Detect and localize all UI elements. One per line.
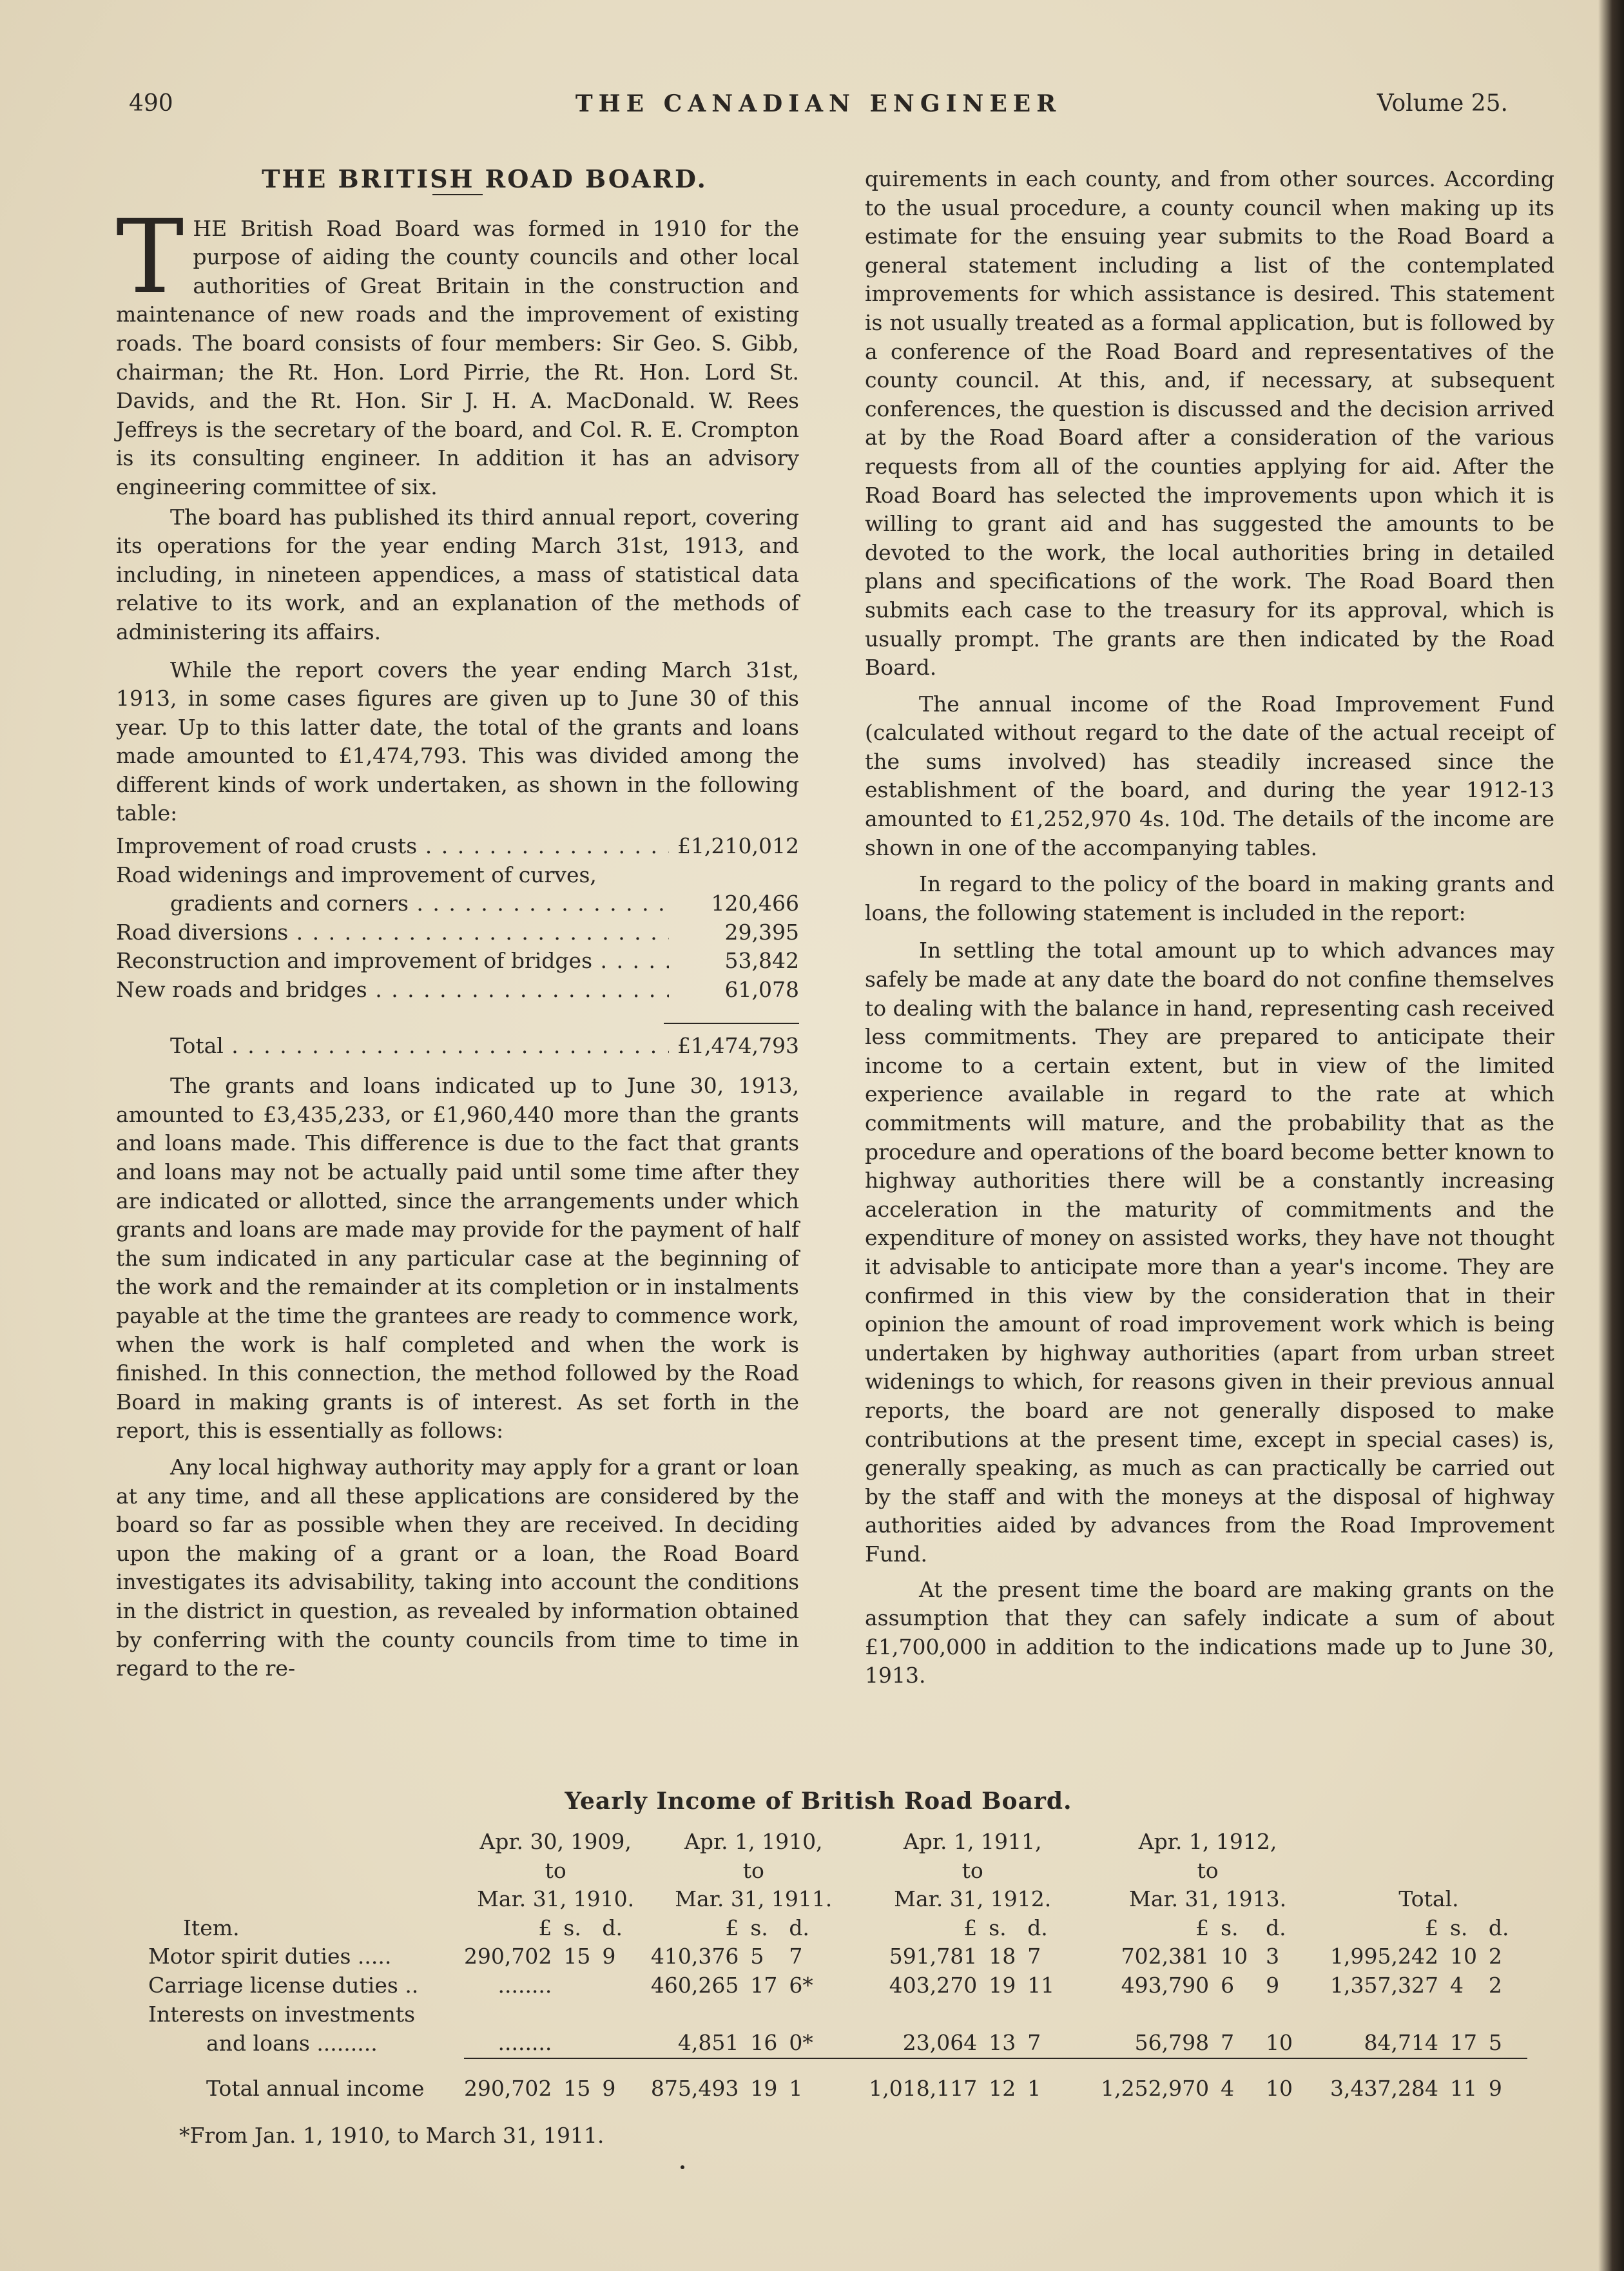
pounds-cell (1085, 2000, 1221, 2029)
shillings-cell (1450, 2000, 1489, 2029)
shillings-cell (750, 2000, 789, 2029)
pounds-cell (860, 2000, 989, 2029)
pounds-cell: 403,270 (889, 1972, 978, 1998)
item-header: Item. (183, 1915, 240, 1940)
shillings-cell: 19 (989, 1972, 1016, 1998)
income-item: Interests on investments (148, 2001, 416, 2027)
shillings-cell: 15 (563, 1944, 591, 1969)
income-item: Motor spirit duties ..... (148, 1944, 392, 1969)
pence-cell: 10 (1266, 2076, 1293, 2102)
period-end-row: Mar. 31, 1910. Mar. 31, 1911. Mar. 31, 1912. Mar. 31, 1913. Total. (477, 1886, 1459, 1912)
period-to-row: to to to to (545, 1857, 1219, 1883)
pence-cell: 5 (1489, 2029, 1527, 2058)
pounds-cell: 23,064 (860, 2029, 989, 2058)
article-title: THE BRITISH ROAD BOARD. (262, 164, 708, 193)
works-row: Road diversions . . . 29,395 (116, 918, 799, 947)
income-table (148, 1828, 1527, 2103)
income-row (148, 2029, 1527, 2058)
works-row: New roads and bridges . . . 61,078 (116, 976, 799, 1005)
pence-cell: 10 (1266, 2029, 1330, 2058)
shillings-cell: 17 (1450, 2029, 1489, 2058)
journal-title: THE CANADIAN ENGINEER (575, 90, 1062, 117)
shillings-cell: 13 (989, 2029, 1027, 2058)
pence-cell: 9 (602, 1944, 616, 1969)
pence-cell: 2 (1488, 1944, 1502, 1969)
shillings-cell: 4 (1449, 1972, 1464, 1998)
shillings-cell: 11 (1449, 2076, 1477, 2102)
pounds-cell: 1,995,242 (1330, 1944, 1438, 1969)
pence-cell: 7 (1027, 1944, 1041, 1969)
pence-cell: 1 (789, 2076, 803, 2102)
units-row: Item. £ s. d. £ s. d. £ s. d. £ s. d. £ s. d. (148, 1914, 1527, 1943)
volume-label: Volume 25. (1377, 90, 1508, 117)
pounds-cell: ........ (464, 2029, 563, 2058)
left-column (116, 165, 799, 1683)
shillings-cell: 10 (1221, 1944, 1248, 1969)
pounds-cell: 702,381 (1121, 1944, 1210, 1969)
paragraph-r2: The annual income of the Road Improvement Fund (calculated without regard to the date of the actual receipt of the sums involved) has steadily increased since the establishment of the board, and during the year 1912-13 amounted to £1,252,970 4s. 10d. The details of the income are shown in one of the accompanying tables. (865, 691, 1554, 860)
income-row (148, 1971, 1527, 2000)
period-from-row: Apr. 30, 1909, Apr. 1, 1910, Apr. 1, 1911, Apr. 1, 1912, (479, 1829, 1277, 1854)
pounds-cell (1330, 2000, 1450, 2029)
shillings-cell: 17 (750, 1972, 778, 1998)
pence-cell: 7 (789, 1944, 803, 1969)
pence-cell: 11 (1027, 1972, 1055, 1998)
pounds-cell: 290,702 (463, 2076, 552, 2102)
pounds-cell: 591,781 (889, 1944, 978, 1969)
works-table (116, 832, 799, 1060)
shillings-cell: 7 (1221, 2029, 1266, 2058)
pence-cell: 6* (789, 1972, 813, 1998)
running-header (129, 90, 1508, 129)
pence-cell: 9 (1266, 1972, 1280, 1998)
paragraph-1 (116, 197, 799, 502)
shillings-cell (1221, 2000, 1266, 2029)
pence-cell: 9 (1488, 2076, 1502, 2102)
pence-cell (789, 2000, 860, 2029)
paragraph-4: The grants and loans indicated up to June 30, 1913, amounted to £3,435,233, or £1,960,440 more than the grants and loans made. This difference is due to the fact that grants and loans may not be actually paid until some time after they are indicated or allotted, since the arrangements under which grants and loans are made may provide for the payment of half the sum indicated in any particular case at the beginning of the work and the remainder at its completion or in instalments payable at the time the grantees are ready to commence work, when the work is half completed and when the work is finished. In this connection, the method followed by the Road Board in making grants is of interest. As set forth in the report, this is essentially as follows: (116, 1073, 799, 1444)
income-item: Total annual income (206, 2076, 425, 2102)
shillings-cell: 16 (750, 2029, 789, 2058)
paragraph-2: The board has published its third annual report, covering its operations for the year ending March 31st, 1913, and including, in nineteen appendices, a mass of statistical data relative to its work, and an explanation of the methods of administering its affairs. (116, 504, 799, 644)
pence-cell: 3 (1266, 1944, 1280, 1969)
pounds-cell: 56,798 (1085, 2029, 1221, 2058)
right-column (865, 165, 1554, 1690)
pence-cell: 7 (1027, 2029, 1085, 2058)
shillings-cell: 5 (750, 1944, 764, 1969)
pounds-cell: 1,018,117 (869, 2076, 978, 2102)
pence-cell (1266, 2000, 1330, 2029)
pence-cell: 0* (789, 2029, 860, 2058)
income-rows (148, 1942, 1527, 2103)
pence-cell: 1 (1027, 2076, 1041, 2102)
pence-cell (1489, 2000, 1527, 2029)
shillings-cell: 19 (750, 2076, 778, 2102)
table-footnote: *From Jan. 1, 1910, to March 31, 1911. (179, 2123, 604, 2148)
pounds-cell: 1,252,970 (1101, 2076, 1210, 2102)
income-row (148, 2000, 1527, 2029)
income-table-title: Yearly Income of British Road Board. (565, 1788, 1072, 1815)
pence-cell: 2 (1488, 1972, 1502, 1998)
drop-cap: T (116, 197, 184, 316)
total-rule (664, 1023, 799, 1024)
income-total-row (148, 2058, 1527, 2103)
pounds-cell: 875,493 (650, 2076, 739, 2102)
pence-cell (1027, 2000, 1085, 2029)
pence-cell (602, 2029, 647, 2058)
page-number: 490 (129, 90, 173, 117)
pounds-cell: 4,851 (647, 2029, 750, 2058)
works-row: Reconstruction and improvement of bridges . . . 53,842 (116, 947, 799, 976)
paragraph-r3: In regard to the policy of the board in making grants and loans, the following statement is included in the report: (865, 871, 1554, 925)
works-row: Improvement of road crusts . . . £1,210,012 (116, 832, 799, 861)
pence-cell (602, 2000, 647, 2029)
pounds-cell: ........ (498, 1972, 552, 1998)
shillings-cell (563, 2029, 602, 2058)
income-item: and loans ......... (206, 2031, 378, 2056)
works-row: gradients and corners . . . 120,466 (116, 889, 799, 918)
paragraph-1-text: HE British Road Board was formed in 1910 for the purpose of aiding the county councils and other local authorities of Great Britain in the construction and maintenance of new roads and the improvement of existing roads. The board consists of four members: Sir Geo. S. Gibb, chairman; the Rt. Hon. Lord Pirrie, the Rt. Hon. Lord St. Davids, and the Rt. Hon. Sir J. H. A. MacDonald. W. Rees Jeffreys is the secretary of the board, and Col. R. E. Crompton is its consulting engineer. In addition it has an advisory engineering committee of six. (116, 215, 799, 499)
shillings-cell (989, 2000, 1027, 2029)
shillings-cell (563, 2000, 602, 2029)
paragraph-r4: In settling the total amount up to which advances may safely be made at any date the board do not confine themselves to dealing with the balance in hand, representing cash received less commitments. They are prepared to anticipate their income to a certain extent, but in view of the limited experience available in regard to the rate at which commitments will mature, and the probability that as the procedure and operations of the board become better known to highway authorities there will be a constantly increasing acceleration in the maturity of commitments and the expenditure of money on assisted works, they have not thought it advisable to anticipate more than a year's income. They are confirmed in this view by the consideration that in their opinion the amount of road improvement work which is being undertaken by highway authorities (apart from urban street widenings to which, for reasons given in their previous annual reports, the board are not generally disposed to make contributions at the present time, except in special cases) is, generally speaking, as much as can practically be carried out by the staff and with the moneys at the disposal of highway authorities aided by advances from the Road Improvement Fund. (865, 938, 1554, 1567)
pounds-cell: 290,702 (463, 1944, 552, 1969)
shillings-cell: 18 (989, 1944, 1016, 1969)
pence-cell (602, 1971, 647, 2000)
income-item: Carriage license duties .. (148, 1972, 419, 1998)
paragraph-3: While the report covers the year ending March 31st, 1913, in some cases figures are given up to June 30 of this year. Up to this latter date, the total of the grants and loans made amounted to £1,474,793. This was divided among the different kinds of work undertaken, as shown in the following table: (116, 657, 799, 826)
paragraph-5: Any local highway authority may apply for a grant or loan at any time, and all these applications are considered by the board so far as possible when they are received. In deciding upon the making of a grant or a loan, the Road Board investigates its advisability, taking into account the conditions in the district in question, as revealed by information obtained by conferring with the county councils from time to time in regard to the re- (116, 1454, 799, 1681)
pounds-cell: 84,714 (1330, 2029, 1450, 2058)
income-row (148, 1942, 1527, 1971)
pounds-cell (647, 2000, 750, 2029)
shillings-cell: 10 (1449, 1944, 1477, 1969)
shillings-cell: 6 (1221, 1972, 1235, 1998)
title-rule (432, 194, 483, 195)
pounds-cell: 3,437,284 (1330, 2076, 1438, 2102)
paragraph-r5: At the present time the board are making grants on the assumption that they can safely indicate a sum of about £1,700,000 in addition to the indications made up to June 30, 1913. (865, 1576, 1554, 1688)
shillings-cell: 12 (989, 2076, 1016, 2102)
page-speck (681, 2165, 684, 2169)
pence-cell: 9 (602, 2076, 616, 2102)
pounds-cell (464, 2000, 563, 2029)
shillings-cell (563, 1971, 602, 2000)
pounds-cell: 460,265 (650, 1972, 739, 1998)
pounds-cell: 493,790 (1121, 1972, 1210, 1998)
page-edge-shadow (1598, 0, 1624, 2271)
shillings-cell: 4 (1221, 2076, 1235, 2102)
pounds-cell: 410,376 (650, 1944, 739, 1969)
paragraph-r1: quirements in each county, and from other sources. According to the usual procedure, a county council when making up its estimate for the ensuing year submits to the Road Board a general statement including a list of the contemplated improvements for which assistance is desired. This statement is not usually treated as a formal application, but is followed by a conference of the Road Board and representatives of the county council. At this, and, if necessary, at subsequent conferences, the question is discussed and the decision arrived at by the Road Board after a consideration of the various requests from all of the counties applying for aid. After the Road Board has selected the improvements upon which it is willing to grant aid and has suggested the amounts to be devoted to the work, the local authorities bring in detailed plans and specifications of the work. The Road Board then submits each case to the treasury for its approval, which is usually prompt. The grants are then indicated by the Road Board. (865, 166, 1554, 681)
pounds-cell: 1,357,327 (1330, 1972, 1438, 1998)
works-row: Road widenings and improvement of curves, (116, 862, 597, 887)
works-total-row: Total . . . £1,474,793 (116, 1032, 799, 1061)
shillings-cell: 15 (563, 2076, 591, 2102)
